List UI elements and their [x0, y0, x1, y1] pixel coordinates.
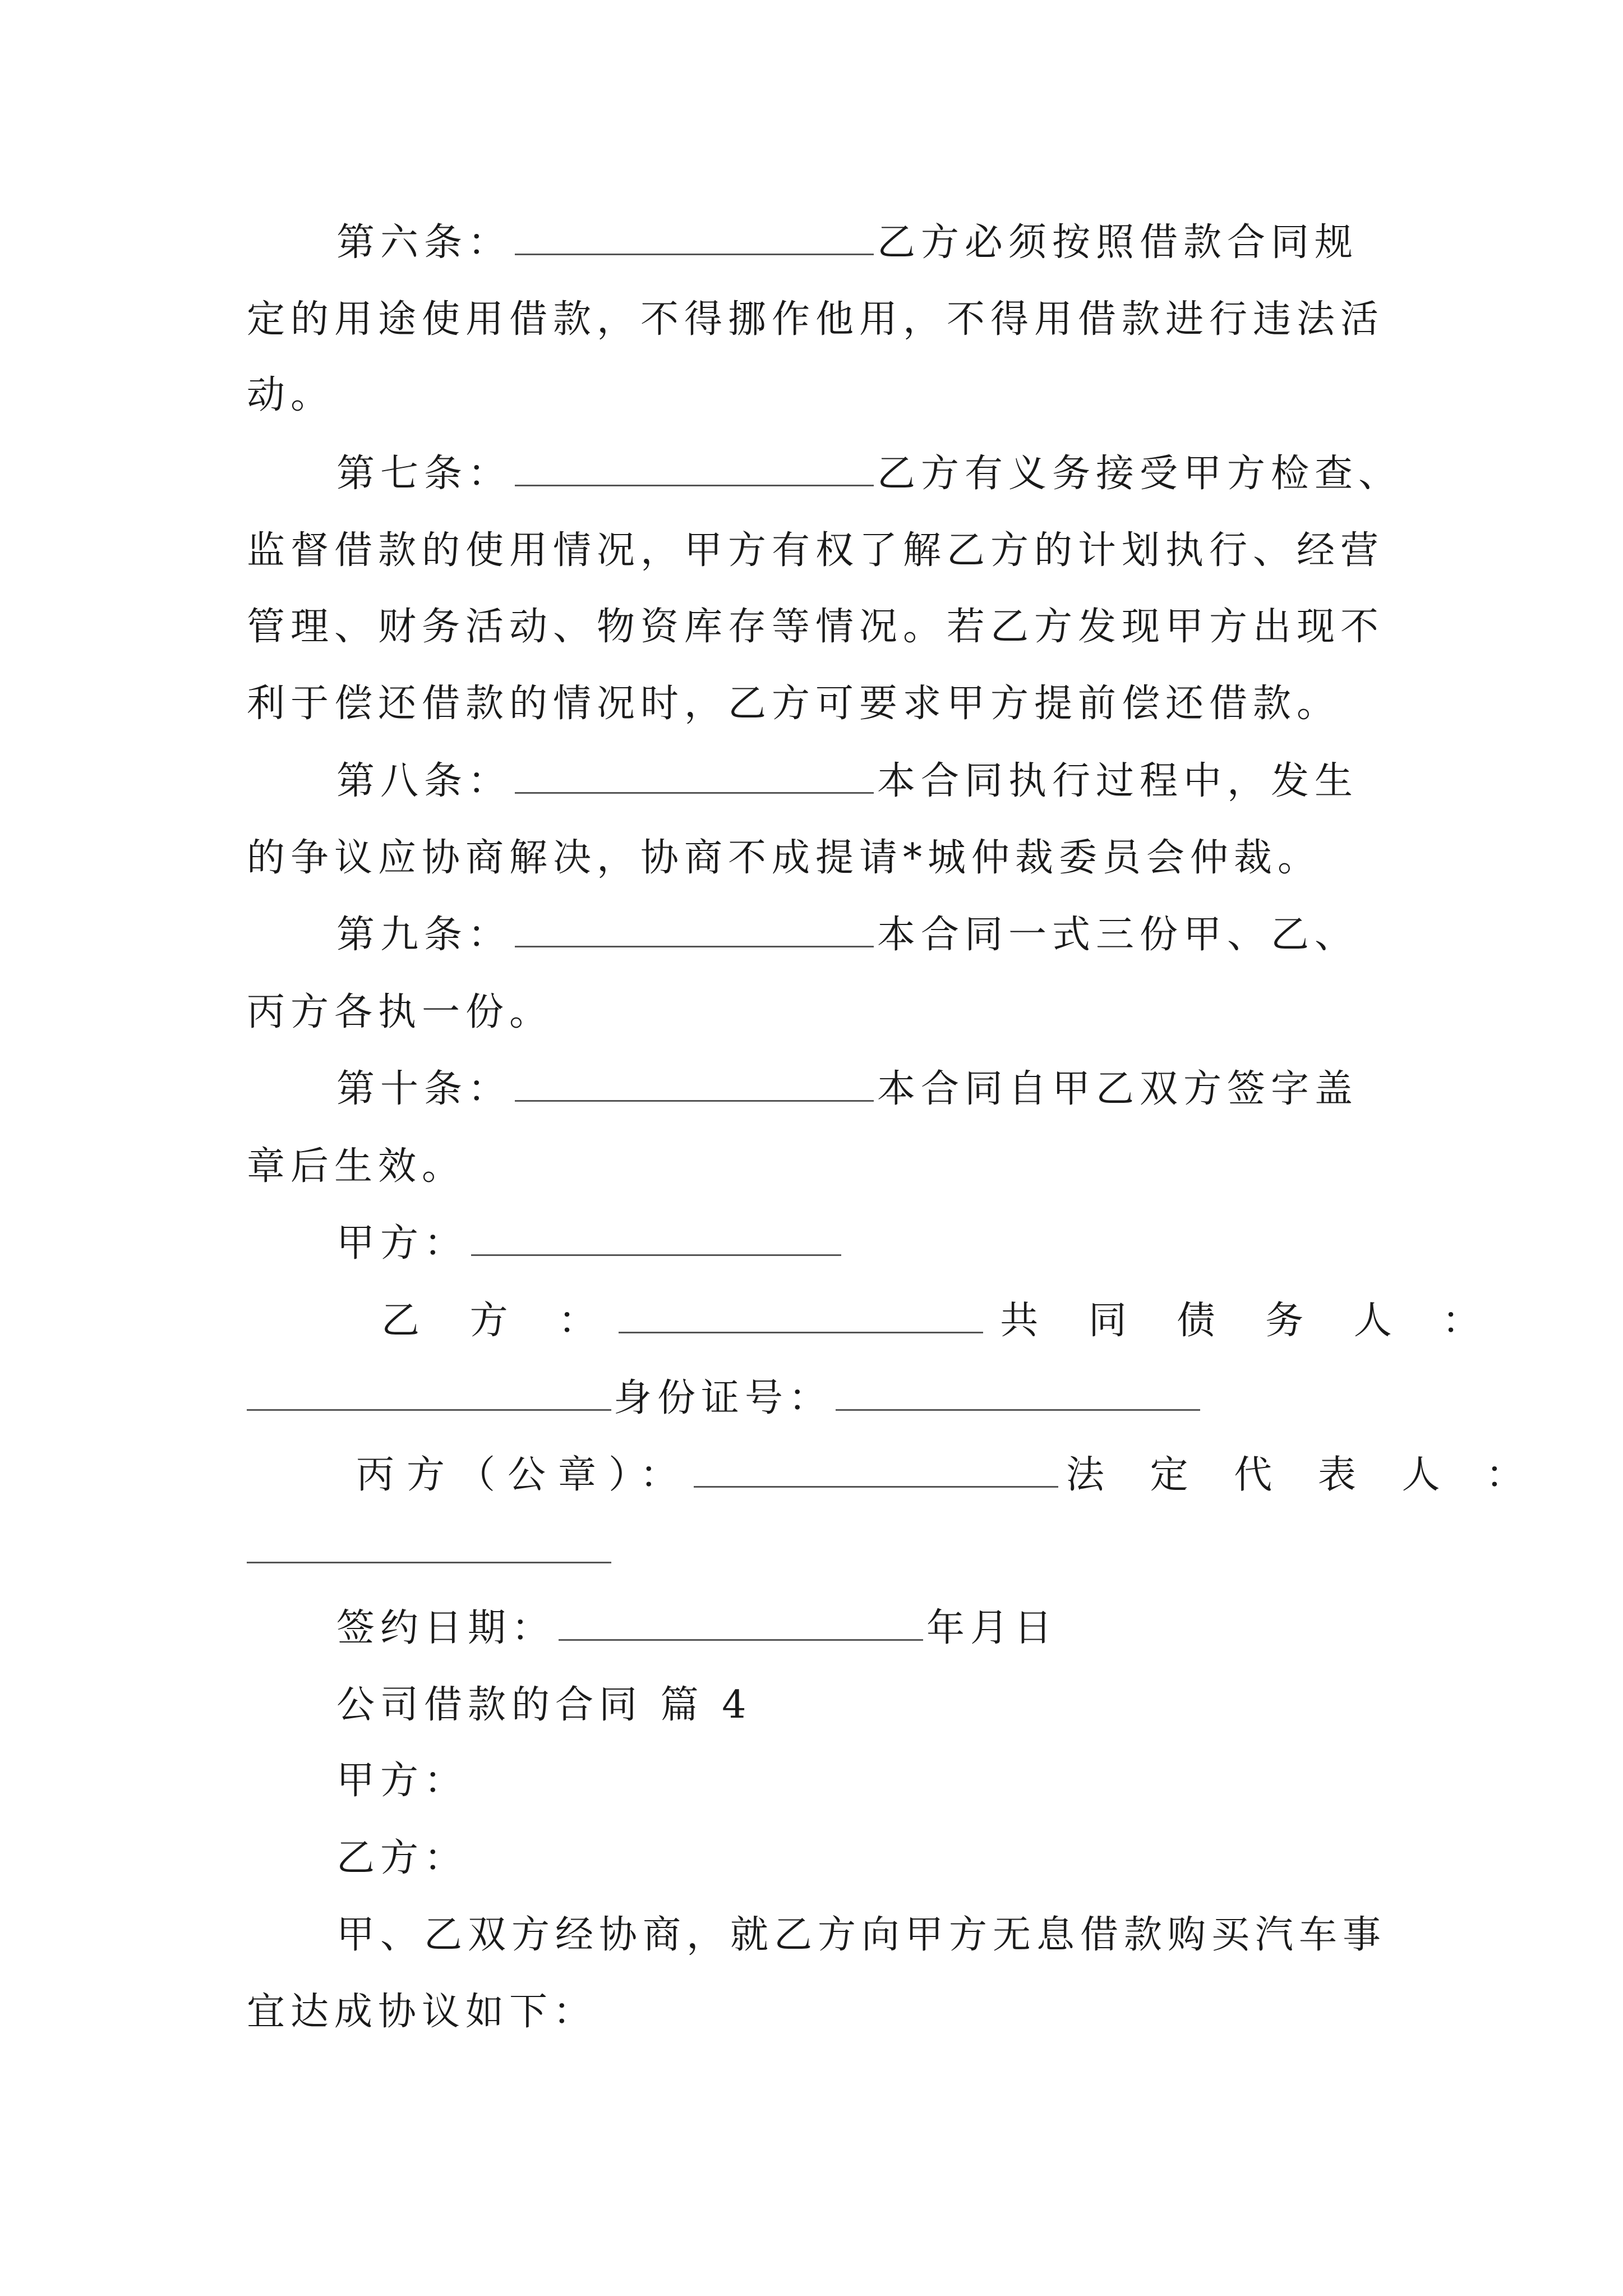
article-9-line-2: 丙方各执一份。 — [247, 990, 554, 1034]
sign-date-suffix: 年月日 — [926, 1606, 1058, 1650]
article-10-line-2: 章后生效。 — [247, 1144, 466, 1189]
sign-date-line — [336, 1603, 1058, 1654]
article-10-label: 第十条： — [336, 1067, 512, 1111]
sign-date-blank[interactable] — [559, 1604, 923, 1641]
party-b-blank[interactable] — [619, 1297, 983, 1333]
article-7-label: 第七条： — [336, 452, 512, 496]
party-a-signature-line — [336, 1218, 841, 1269]
article-6-line-1 — [336, 218, 1358, 268]
party-b-signature-line — [381, 1296, 1499, 1346]
legal-rep-blank[interactable] — [247, 1527, 611, 1563]
article-6-text: 乙方必须按照借款合同规 — [877, 220, 1359, 265]
sign-date-label: 签约日期： — [336, 1606, 556, 1650]
article-9-text: 本合同一式三份甲、乙、 — [877, 913, 1359, 957]
article-7-line-4: 利于偿还借款的情况时，乙方可要求甲方提前偿还借款。 — [247, 682, 1341, 726]
party-c-blank[interactable] — [694, 1451, 1058, 1488]
article-6-blank[interactable] — [515, 219, 874, 255]
id-number-line — [247, 1373, 1200, 1424]
section-heading: 公司借款的合同 篇 4 — [336, 1683, 752, 1727]
article-8-blank[interactable] — [515, 757, 874, 794]
article-10-line-1 — [336, 1064, 1358, 1115]
article-7-line-1 — [336, 449, 1402, 499]
article-10-blank[interactable] — [515, 1065, 874, 1102]
article-8-line-1 — [336, 756, 1358, 807]
section-intro-line-1: 甲、乙双方经协商，就乙方向甲方无息借款购买汽车事 — [336, 1913, 1387, 1957]
section-intro-line-2: 宜达成协议如下： — [247, 1990, 597, 2034]
id-number-label: 身份证号： — [614, 1376, 833, 1420]
article-7-blank[interactable] — [515, 450, 874, 486]
id-number-blank[interactable] — [836, 1374, 1200, 1411]
article-7-text: 乙方有义务接受甲方检查、 — [877, 452, 1403, 496]
legal-rep-blank-line — [247, 1526, 611, 1576]
article-6-line-2: 定的用途使用借款，不得挪作他用，不得用借款进行违法活 — [247, 297, 1385, 342]
article-6-line-3: 动。 — [247, 373, 335, 417]
legal-rep-label: 法 定 代 表 人 ： — [1066, 1453, 1541, 1497]
party-c-label: 丙方（公章）： — [356, 1453, 691, 1497]
party-a-blank[interactable] — [471, 1220, 841, 1256]
article-6-label: 第六条： — [336, 220, 512, 265]
article-10-text: 本合同自甲乙双方签字盖 — [877, 1067, 1359, 1111]
article-9-line-1 — [336, 910, 1358, 960]
article-7-line-2: 监督借款的使用情况，甲方有权了解乙方的计划执行、经营 — [247, 528, 1385, 573]
section-party-a: 甲方： — [336, 1759, 468, 1803]
article-9-label: 第九条： — [336, 913, 512, 957]
section-party-b: 乙方： — [336, 1836, 468, 1880]
party-c-signature-line — [356, 1450, 1541, 1501]
party-b-label: 乙 方 ： — [381, 1299, 616, 1343]
article-9-blank[interactable] — [515, 911, 874, 947]
co-debtor-label: 共 同 债 务 人 ： — [1000, 1299, 1500, 1343]
article-8-label: 第八条： — [336, 759, 512, 803]
article-8-line-2: 的争议应协商解决，协商不成提请*城仲裁委员会仲裁。 — [247, 836, 1322, 880]
party-a-label: 甲方： — [336, 1221, 468, 1266]
co-debtor-blank[interactable] — [247, 1374, 611, 1411]
article-7-line-3: 管理、财务活动、物资库存等情况。若乙方发现甲方出现不 — [247, 605, 1385, 649]
article-8-text: 本合同执行过程中，发生 — [877, 759, 1359, 803]
